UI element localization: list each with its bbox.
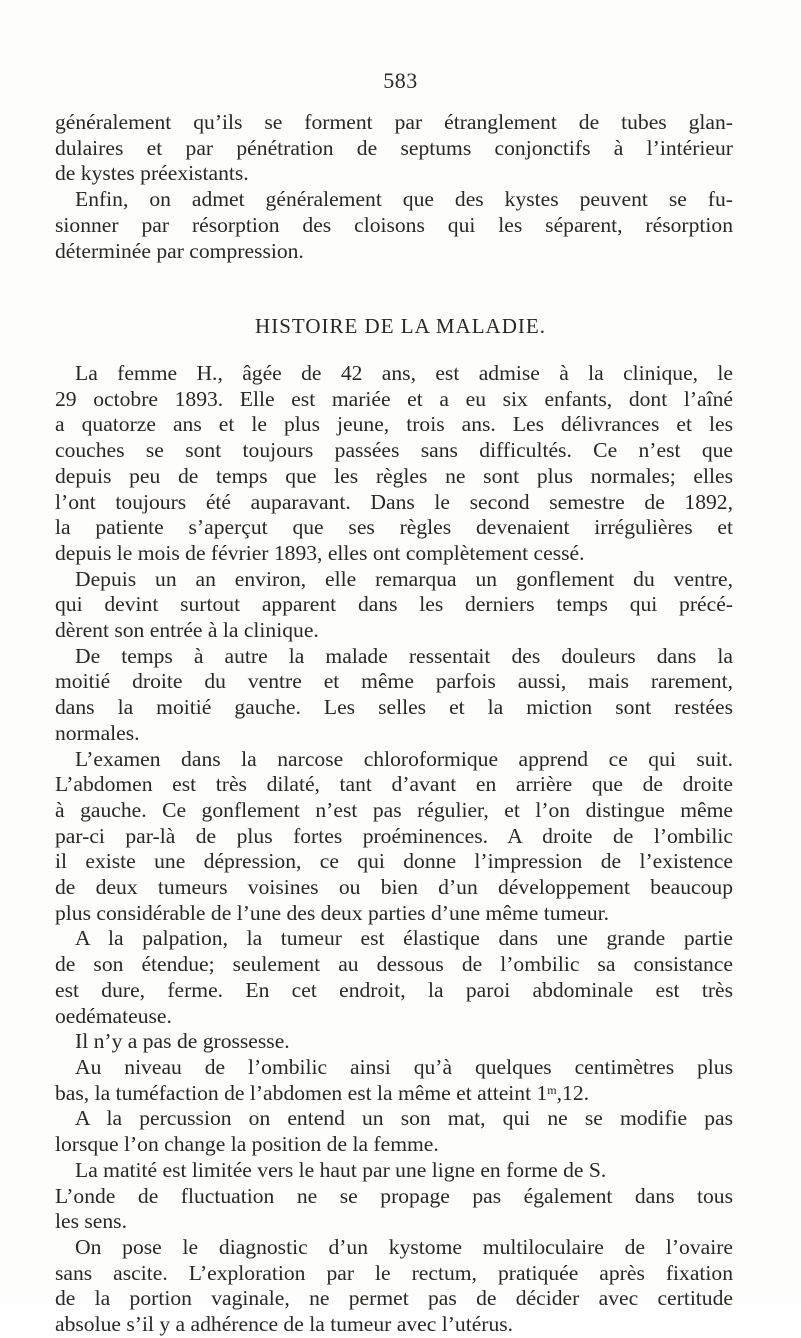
- text-line: moitié droite du ventre et même parfois aussi, mais rarement,: [55, 669, 733, 694]
- text-line: depuis le mois de février 1893, elles ont complètement cessé.: [55, 540, 585, 565]
- case-history-body: [55, 361, 733, 1338]
- text-line: L’abdomen est très dilaté, tant d’avant en arrière que de droite: [55, 772, 733, 797]
- text-line: On pose le diagnostic d’un kystome multiloculaire de l’ovaire: [75, 1234, 733, 1259]
- text-fragment: ,12.: [556, 1080, 590, 1105]
- text-line: La femme H., âgée de 42 ans, est admise à la clinique, le: [75, 361, 733, 385]
- text-line: A la percussion on entend un son mat, qui ne se modifie pas: [75, 1106, 733, 1131]
- text-line: sionner par résorption des cloisons qui les séparent, résorption: [55, 212, 733, 237]
- text-line: l’ont toujours été auparavant. Dans le second semestre de 1892,: [55, 489, 733, 514]
- text-line: dulaires et par pénétration de septums conjonctifs à l’intérieur: [55, 135, 733, 160]
- text-line: De temps à autre la malade ressentait des douleurs dans la: [75, 643, 733, 668]
- text-line: la patiente s’aperçut que ses règles devenaient irrégulières et: [55, 515, 733, 540]
- text-line: absolue s’il y a adhérence de la tumeur avec l’utérus.: [55, 1312, 514, 1337]
- text-fragment: bas, la tuméfaction de l’abdomen est la même et atteint 1: [55, 1080, 548, 1105]
- text-line: depuis peu de temps que les règles ne sont plus normales; elles: [55, 463, 733, 488]
- text-line: a quatorze ans et le plus jeune, trois ans. Les délivrances et les: [55, 412, 733, 437]
- text-line: de son étendue; seulement au dessous de l’ombilic sa consistance: [55, 952, 733, 977]
- text-line: Depuis un an environ, elle remarqua un gonflement du ventre,: [75, 566, 733, 591]
- text-line: généralement qu’ils se forment par étranglement de tubes glan-: [55, 110, 733, 134]
- text-line: oedémateuse.: [55, 1003, 172, 1028]
- text-line: dans la moitié gauche. Les selles et la miction sont restées: [55, 695, 733, 720]
- text-line: de la portion vaginale, ne permet pas de décider avec certitude: [55, 1286, 733, 1311]
- section-heading: HISTOIRE DE LA MALADIE.: [255, 314, 546, 338]
- text-line: qui devint surtout apparent dans les derniers temps qui précé-: [55, 592, 733, 617]
- text-line: [55, 1081, 733, 1107]
- text-line: La matité est limitée vers le haut par une ligne en forme de S.: [75, 1157, 607, 1182]
- unit-superscript: m: [547, 1082, 557, 1097]
- page-number: 583: [383, 68, 418, 93]
- text-line: de kystes préexistants.: [55, 161, 249, 186]
- text-line: est dure, ferme. En cet endroit, la paroi abdominale est très: [55, 977, 733, 1002]
- text-line: Il n’y a pas de grossesse.: [75, 1029, 290, 1054]
- text-line: à gauche. Ce gonflement n’est pas régulier, et l’on distingue même: [55, 797, 733, 822]
- text-line: L’onde de fluctuation ne se propage pas également dans tous: [55, 1183, 733, 1208]
- text-line: normales.: [55, 720, 140, 745]
- text-line: Enfin, on admet généralement que des kystes peuvent se fu-: [75, 187, 733, 212]
- text-line: de deux tumeurs voisines ou bien d’un développement beaucoup: [55, 875, 733, 900]
- text-line: plus considérable de l’une des deux parties d’une même tumeur.: [55, 900, 610, 925]
- text-line: 29 octobre 1893. Elle est mariée et a eu six enfants, dont l’aîné: [55, 386, 733, 411]
- text-line: dèrent son entrée à la clinique.: [55, 618, 319, 643]
- text-line: A la palpation, la tumeur est élastique dans une grande partie: [75, 926, 733, 951]
- intro-paragraphs: [55, 110, 733, 264]
- text-line: couches se sont toujours passées sans difficultés. Ce n’est que: [55, 438, 733, 463]
- text-line: par-ci par-là de plus fortes proéminences. A droite de l’ombilic: [55, 823, 733, 848]
- text-line: lorsque l’on change la position de la femme.: [55, 1132, 439, 1157]
- text-line: il existe une dépression, ce qui donne l’impression de l’existence: [55, 849, 733, 874]
- text-line: les sens.: [55, 1209, 127, 1234]
- text-line: déterminée par compression.: [55, 238, 304, 263]
- text-line: Au niveau de l’ombilic ainsi qu’à quelques centimètres plus: [75, 1054, 733, 1079]
- text-line: L’examen dans la narcose chloroformique apprend ce qui suit.: [75, 746, 733, 771]
- text-line: sans ascite. L’exploration par le rectum, pratiquée après fixation: [55, 1260, 733, 1285]
